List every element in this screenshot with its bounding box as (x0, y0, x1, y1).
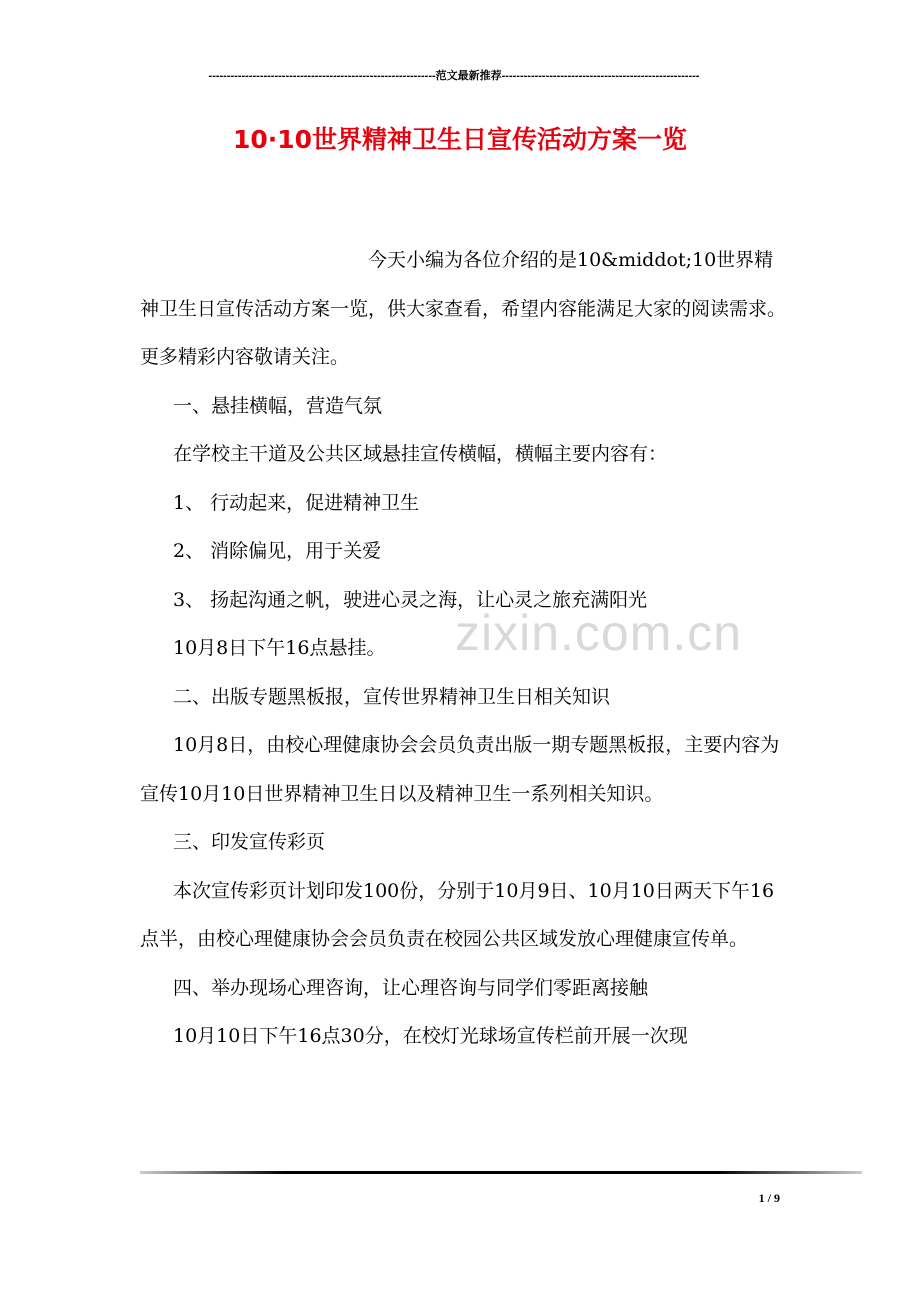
paragraph: 10月10日下午16点30分，在校灯光球场宣传栏前开展一次现 (173, 1025, 688, 1047)
watermark: zixin.com.cn (455, 605, 743, 661)
document-title: 10·10世界精神卫生日宣传活动方案一览 (232, 125, 688, 154)
list-item-3: 3、 扬起沟通之帆，驶进心灵之海，让心灵之旅充满阳光 (173, 588, 648, 611)
intro-paragraph: 今天小编为各位介绍的是10&middot;10世界精神卫生日宣传活动方案一览，供大家查看，希望内容能满足大家的阅读需求。更多精彩内容敬请关注。 (140, 249, 787, 368)
paragraph: 10月8日下午16点悬挂。 (173, 637, 386, 659)
section-heading-1: 一、悬挂横幅，营造气氛 (173, 394, 383, 417)
paragraph: 在学校主干道及公共区域悬挂宣传横幅，横幅主要内容有： (173, 443, 668, 465)
footer-divider (140, 1171, 862, 1174)
running-header: --------------------------------------------------------------范文最新推荐------------------------------------------------------ (208, 70, 700, 82)
section-heading-2: 二、出版专题黑板报，宣传世界精神卫生日相关知识 (173, 685, 611, 708)
section-heading-3: 三、印发宣传彩页 (173, 831, 326, 853)
list-item-2: 2、 消除偏见，用于关爱 (173, 540, 382, 562)
page-number: 1 / 9 (758, 1191, 780, 1205)
paragraph: 10月8日，由校心理健康协会会员负责出版一期专题黑板报，主要内容为宣传10月10日世界精神卫生日以及精神卫生一系列相关知识。 (140, 734, 780, 805)
section-heading-4: 四、举办现场心理咨询，让心理咨询与同学们零距离接触 (173, 976, 649, 999)
paragraph: 本次宣传彩页计划印发100份，分别于10月9日、10月10日两天下午16点半，由校心理健康协会会员负责在校园公共区域发放心理健康宣传单。 (140, 879, 775, 950)
list-item-1: 1、 行动起来，促进精神卫生 (173, 491, 420, 514)
